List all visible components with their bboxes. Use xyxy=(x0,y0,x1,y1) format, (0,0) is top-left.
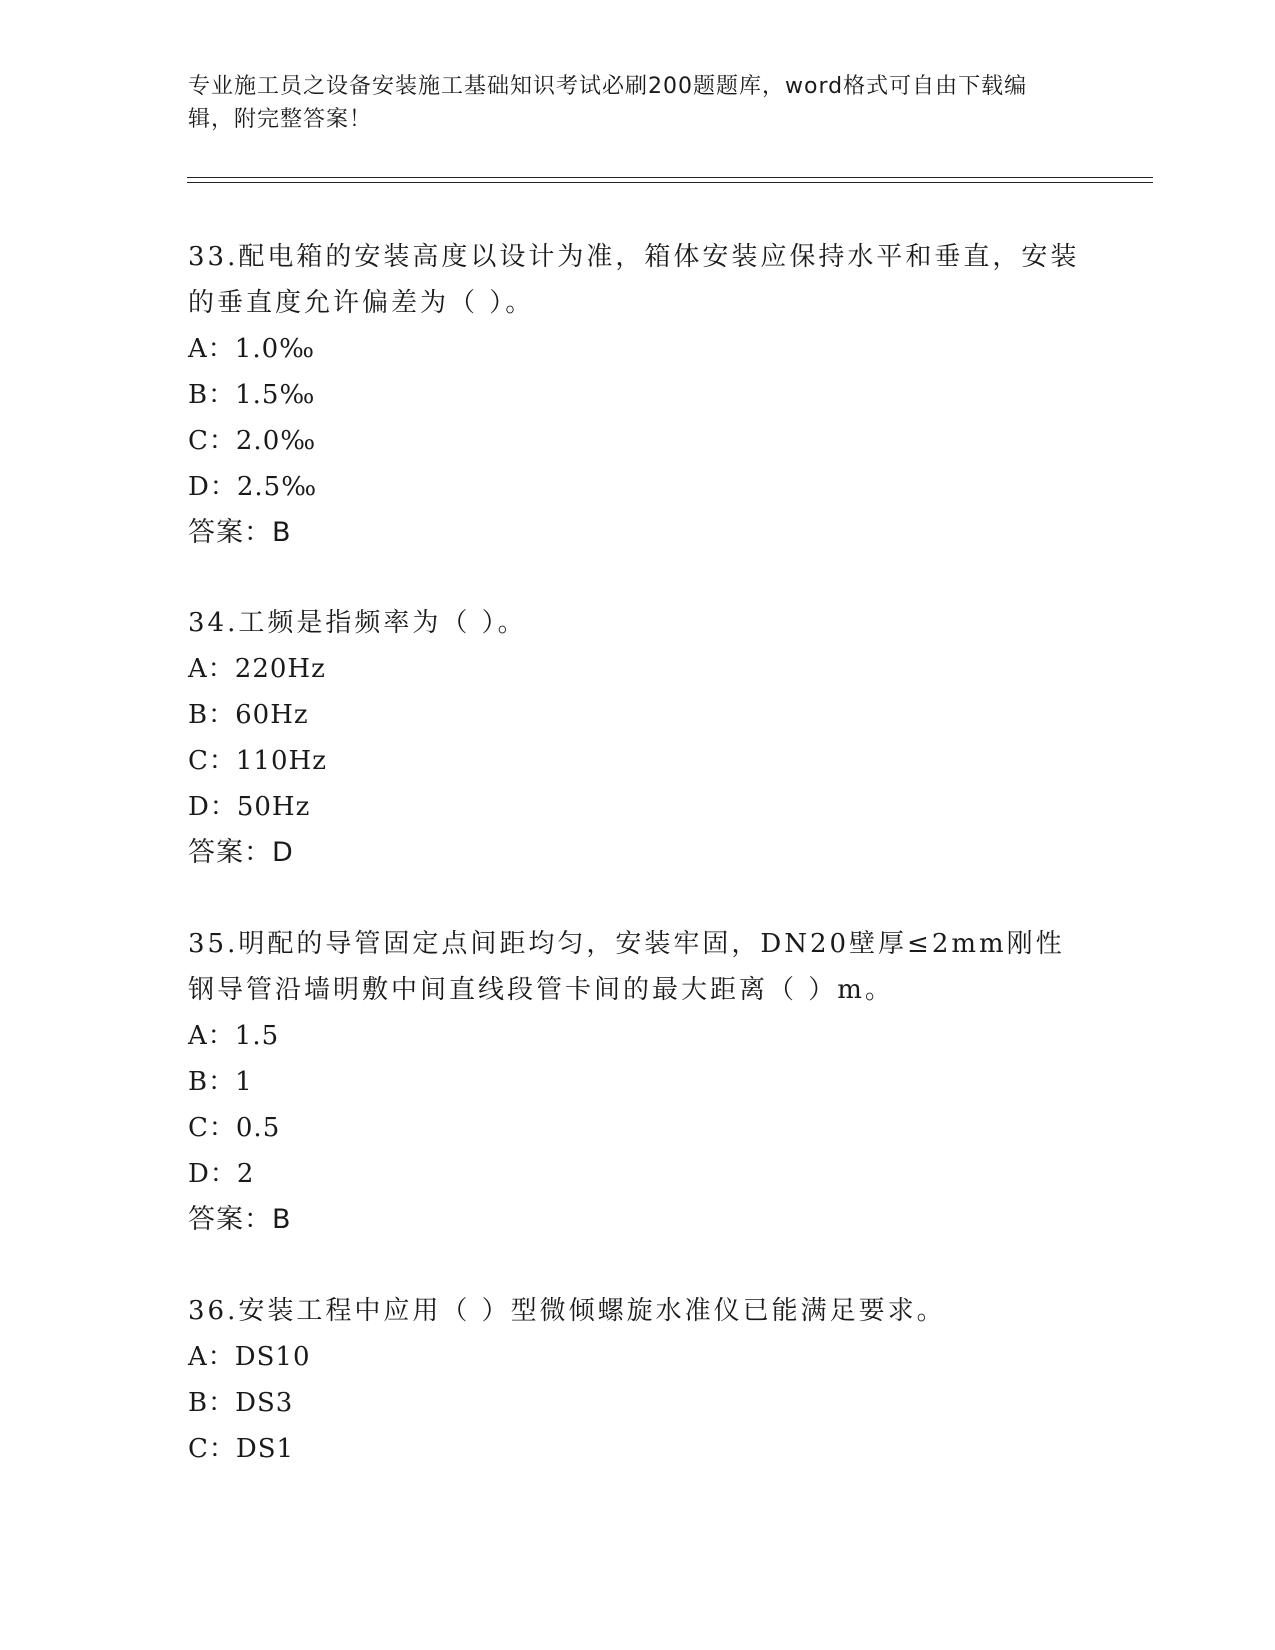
question-stem: 35.明配的导管固定点间距均匀，安装牢固，DN20壁厚≤2mm刚性钢导管沿墙明敷中间直线段管卡间的最大距离（ ）m。 xyxy=(188,929,1065,1005)
document-header: 专业施工员之设备安装施工基础知识考试必刷200题题库，word格式可自由下载编辑，附完整答案！ xyxy=(188,74,1028,132)
header-divider-top xyxy=(187,177,1153,178)
option-b: B：60Hz xyxy=(188,700,309,730)
option-d: D：2.5‰ xyxy=(188,472,318,502)
answer: 答案：B xyxy=(188,517,292,548)
option-c: C：0.5 xyxy=(188,1113,281,1143)
answer: 答案：D xyxy=(188,837,294,868)
option-a: A：1.5 xyxy=(188,1021,280,1051)
option-c: C：2.0‰ xyxy=(188,426,317,456)
question-34 xyxy=(188,600,1088,876)
option-a: A：1.0‰ xyxy=(188,334,316,364)
question-33 xyxy=(188,234,1088,556)
option-c: C：110Hz xyxy=(188,746,327,776)
option-d: D：50Hz xyxy=(188,792,311,822)
option-b: B：DS3 xyxy=(188,1388,294,1418)
question-stem: 34.工频是指频率为（ ）。 xyxy=(188,608,527,638)
option-d: D：2 xyxy=(188,1159,255,1189)
answer: 答案：B xyxy=(188,1204,292,1235)
header-divider-bottom xyxy=(187,182,1153,183)
option-b: B：1.5‰ xyxy=(188,380,316,410)
question-35 xyxy=(188,921,1088,1243)
option-c: C：DS1 xyxy=(188,1434,295,1464)
option-b: B：1 xyxy=(188,1067,253,1097)
option-a: A：DS10 xyxy=(188,1342,311,1372)
question-36 xyxy=(188,1288,1088,1472)
question-stem: 36.安装工程中应用（ ）型微倾螺旋水准仪已能满足要求。 xyxy=(188,1296,946,1326)
question-stem: 33.配电箱的安装高度以设计为准，箱体安装应保持水平和垂直，安装的垂直度允许偏差为（ ）。 xyxy=(188,242,1080,318)
option-a: A：220Hz xyxy=(188,654,326,684)
